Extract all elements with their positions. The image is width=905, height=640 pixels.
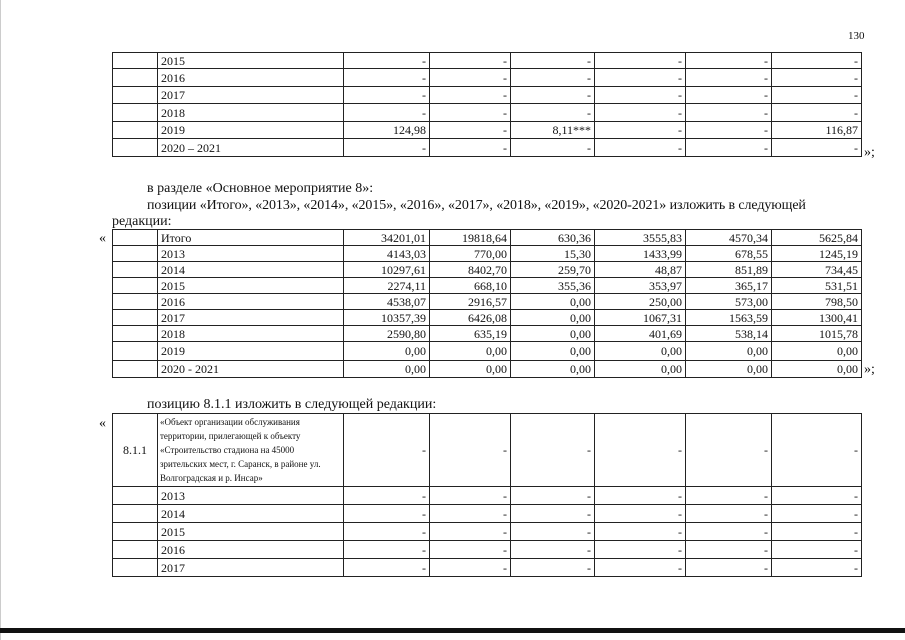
year-cell: 2020 - 2021 [158,361,344,378]
table-row [113,69,862,87]
year-cell: 2016 [158,294,344,310]
position-code: 8.1.1 [113,414,158,487]
value-cell: - [344,541,430,559]
value-cell: - [772,541,862,559]
value-cell: - [595,541,686,559]
value-cell: 0,00 [595,361,686,378]
table-row-header [113,414,862,487]
value-cell: - [686,104,772,122]
table-row [113,523,862,541]
year-cell: 2014 [158,505,344,523]
value-cell: 2274,11 [344,278,430,294]
table-main-event-8 [112,229,862,378]
year-cell: 2018 [158,104,344,122]
page-number: 130 [848,30,865,42]
value-cell: 3555,83 [595,230,686,246]
value-cell: - [344,505,430,523]
value-cell: 124,98 [344,122,430,139]
scan-bottom-border [0,628,905,633]
value-cell: - [511,523,595,541]
table-row [113,326,862,342]
code-cell [113,541,158,559]
value-cell: - [511,53,595,69]
value-cell: - [430,53,511,69]
value-cell: - [430,87,511,104]
value-cell: - [772,53,862,69]
instruction-line-1: позиции «Итого», «2013», «2014», «2015», «2016», «2017», «2018», «2019», «2020-2021» изложить в следующей [147,198,806,213]
value-cell: - [511,87,595,104]
value-cell: - [686,122,772,139]
value-cell: 538,14 [686,326,772,342]
value-cell: - [344,69,430,87]
value-cell: 6426,08 [430,310,511,326]
value-cell: - [430,541,511,559]
year-cell: 2018 [158,326,344,342]
value-cell: 2590,80 [344,326,430,342]
value-cell: - [344,53,430,69]
value-cell: 2916,57 [430,294,511,310]
value-cell: 1067,31 [595,310,686,326]
table1-closing-quote: »; [864,145,875,160]
value-cell: 5625,84 [772,230,862,246]
value-cell: 0,00 [344,361,430,378]
value-cell: 15,30 [511,246,595,262]
value-cell: 630,36 [511,230,595,246]
value-cell: - [511,69,595,87]
value-cell: 1015,78 [772,326,862,342]
value-cell: 635,19 [430,326,511,342]
value-cell: 531,51 [772,278,862,294]
value-cell: - [595,505,686,523]
value-cell: - [686,505,772,523]
year-cell: 2016 [158,69,344,87]
value-cell: 0,00 [511,294,595,310]
table-row [113,541,862,559]
value-cell: - [595,487,686,505]
value-cell: - [344,414,430,487]
value-cell: 365,17 [686,278,772,294]
value-cell: 1245,19 [772,246,862,262]
value-cell: 0,00 [772,342,862,361]
value-cell: 668,10 [430,278,511,294]
table-row [113,487,862,505]
table-row [113,53,862,69]
value-cell: 116,87 [772,122,862,139]
year-cell: 2016 [158,541,344,559]
value-cell: 0,00 [430,342,511,361]
value-cell: - [430,505,511,523]
code-cell [113,278,158,294]
value-cell: - [772,523,862,541]
code-cell [113,361,158,378]
value-cell: 851,89 [686,262,772,278]
year-cell: 2017 [158,559,344,577]
value-cell: - [430,69,511,87]
year-cell: 2020 – 2021 [158,139,344,157]
year-cell: 2017 [158,87,344,104]
value-cell: - [511,487,595,505]
code-cell [113,53,158,69]
value-cell: - [595,559,686,577]
value-cell: 1300,41 [772,310,862,326]
value-cell: 0,00 [595,342,686,361]
value-cell: - [344,104,430,122]
code-cell [113,246,158,262]
code-cell [113,326,158,342]
value-cell: 48,87 [595,262,686,278]
value-cell: - [772,487,862,505]
table-row [113,139,862,157]
year-cell: 2013 [158,246,344,262]
value-cell: 0,00 [511,310,595,326]
value-cell: 0,00 [686,361,772,378]
year-cell: 2017 [158,310,344,326]
value-cell: 355,36 [511,278,595,294]
year-cell: 2015 [158,523,344,541]
value-cell: - [344,87,430,104]
value-cell: 250,00 [595,294,686,310]
value-cell: - [772,505,862,523]
value-cell: 770,00 [430,246,511,262]
value-cell: - [511,559,595,577]
value-cell: - [686,414,772,487]
value-cell: - [686,487,772,505]
value-cell: 259,70 [511,262,595,278]
value-cell: - [686,87,772,104]
code-cell [113,342,158,361]
value-cell: - [686,53,772,69]
value-cell: - [772,559,862,577]
code-cell [113,230,158,246]
value-cell: - [430,559,511,577]
value-cell: - [430,487,511,505]
code-cell [113,104,158,122]
value-cell: - [686,69,772,87]
table2-closing-quote: »; [864,362,875,377]
value-cell: - [686,541,772,559]
table-row [113,278,862,294]
value-cell: 734,45 [772,262,862,278]
table2-open-quote: « [99,231,106,246]
value-cell: - [595,104,686,122]
value-cell: 4143,03 [344,246,430,262]
value-cell: 0,00 [344,342,430,361]
code-cell [113,310,158,326]
table-row [113,342,862,361]
value-cell: - [430,139,511,157]
position-instruction: позицию 8.1.1 изложить в следующей редакции: [147,397,437,412]
table-row [113,122,862,139]
value-cell: 0,00 [511,326,595,342]
value-cell: 0,00 [686,342,772,361]
value-cell: - [686,559,772,577]
value-cell: - [430,523,511,541]
value-cell: 0,00 [772,361,862,378]
value-cell: - [595,122,686,139]
code-cell [113,87,158,104]
value-cell: 19818,64 [430,230,511,246]
value-cell: - [772,414,862,487]
table-row [113,559,862,577]
table3-open-quote: « [99,416,106,431]
value-cell: 0,00 [511,342,595,361]
value-cell: 10357,39 [344,310,430,326]
value-cell: - [511,541,595,559]
code-cell [113,122,158,139]
table-row [113,310,862,326]
position-description: «Объект организации обслуживания территории, прилегающей к объекту «Строительство стадиона на 45000 зрительских мест, г. Саранск, в районе ул. Волгоградская и р. Инсар» [158,414,344,487]
value-cell: 4570,34 [686,230,772,246]
value-cell: - [430,414,511,487]
table-position-8-1-1 [112,413,862,577]
table-row [113,262,862,278]
value-cell: - [344,523,430,541]
value-cell: 0,00 [430,361,511,378]
value-cell: 1563,59 [686,310,772,326]
year-cell: 2014 [158,262,344,278]
section-heading: в разделе «Основное мероприятие 8»: [147,181,374,196]
value-cell: 0,00 [511,361,595,378]
year-cell: 2015 [158,53,344,69]
value-cell: - [511,104,595,122]
table-row [113,294,862,310]
value-cell: - [595,414,686,487]
year-cell: 2013 [158,487,344,505]
value-cell: - [772,139,862,157]
year-cell: 2019 [158,342,344,361]
code-cell [113,505,158,523]
value-cell: - [686,139,772,157]
value-cell: 798,50 [772,294,862,310]
value-cell: 10297,61 [344,262,430,278]
value-cell: - [511,505,595,523]
code-cell [113,69,158,87]
value-cell: 1433,99 [595,246,686,262]
value-cell: - [686,523,772,541]
table-row [113,505,862,523]
value-cell: 401,69 [595,326,686,342]
instruction-line-2: редакции: [112,214,172,229]
year-cell: Итого [158,230,344,246]
value-cell: 678,55 [686,246,772,262]
value-cell: - [595,87,686,104]
value-cell: 34201,01 [344,230,430,246]
value-cell: - [344,139,430,157]
value-cell: - [430,104,511,122]
code-cell [113,294,158,310]
code-cell [113,523,158,541]
table-row [113,230,862,246]
value-cell: 353,97 [595,278,686,294]
value-cell: - [772,104,862,122]
table-funding-continued [112,52,862,157]
value-cell: - [344,559,430,577]
code-cell [113,139,158,157]
value-cell: - [595,69,686,87]
value-cell: - [344,487,430,505]
value-cell: - [511,139,595,157]
code-cell [113,487,158,505]
code-cell [113,559,158,577]
table-row [113,246,862,262]
code-cell [113,262,158,278]
year-cell: 2015 [158,278,344,294]
value-cell: 4538,07 [344,294,430,310]
value-cell: - [772,69,862,87]
value-cell: - [595,53,686,69]
value-cell: 8,11*** [511,122,595,139]
value-cell: - [772,87,862,104]
scan-edge-line [0,0,1,640]
value-cell: - [595,523,686,541]
value-cell: - [430,122,511,139]
value-cell: 573,00 [686,294,772,310]
value-cell: 8402,70 [430,262,511,278]
value-cell: - [511,414,595,487]
year-cell: 2019 [158,122,344,139]
value-cell: - [595,139,686,157]
table-row [113,104,862,122]
table-row [113,87,862,104]
table-row [113,361,862,378]
